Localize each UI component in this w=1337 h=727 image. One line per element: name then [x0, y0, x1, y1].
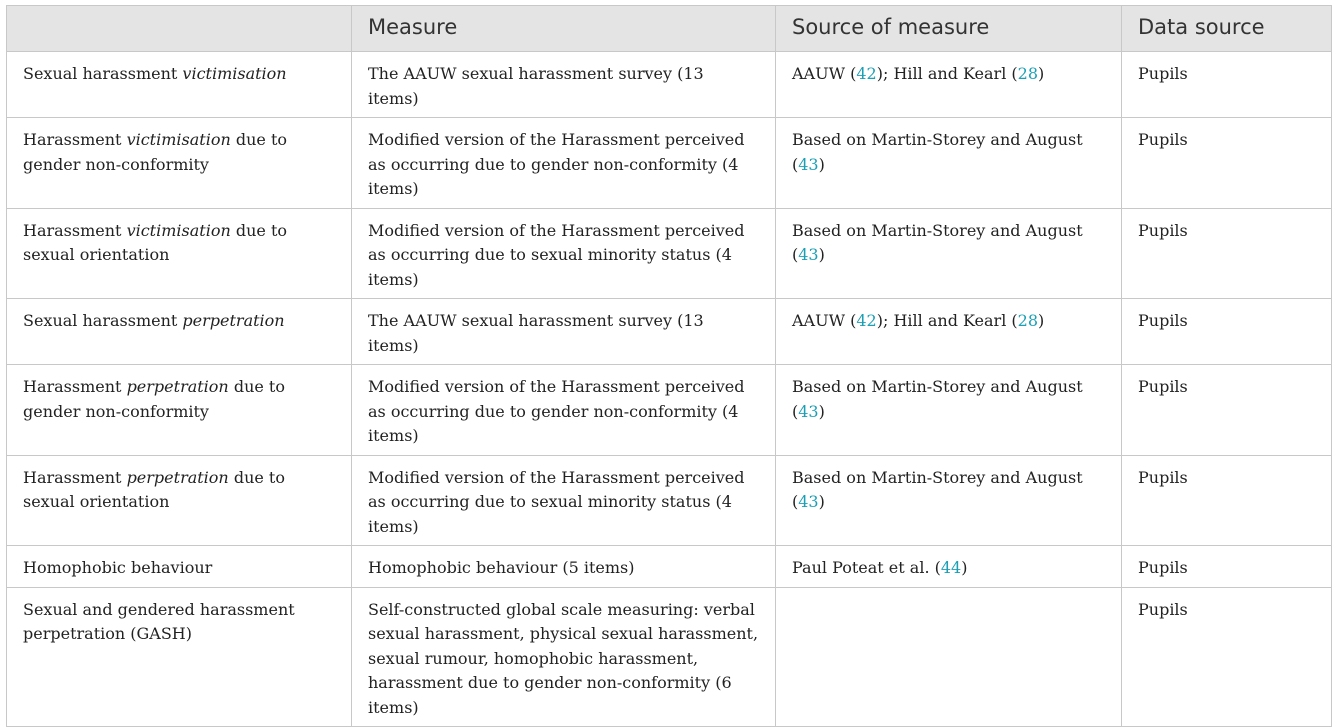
source-text: Based on Martin-Storey and August (	[792, 377, 1083, 421]
table-row	[7, 299, 1332, 365]
data-source-cell: Pupils	[1122, 546, 1332, 588]
measure-cell: The AAUW sexual harassment survey (13 items)	[352, 52, 776, 118]
measure-cell: Modified version of the Harassment perceived as occurring due to sexual minority status (4 items)	[352, 455, 776, 546]
data-source-cell: Pupils	[1122, 299, 1332, 365]
source-text: )	[961, 558, 968, 577]
source-text: )	[1038, 64, 1045, 83]
table-row	[7, 118, 1332, 209]
construct-emphasis: victimisation	[182, 64, 287, 83]
header-source-of-measure: Source of measure	[776, 6, 1122, 52]
source-text: Based on Martin-Storey and August (	[792, 130, 1083, 174]
source-text: Paul Poteat et al. (	[792, 558, 941, 577]
construct-text: Harassment	[23, 130, 127, 149]
header-data-source: Data source	[1122, 6, 1332, 52]
table-row	[7, 365, 1332, 456]
reference-link[interactable]: 28	[1017, 64, 1038, 83]
measures-table	[6, 5, 1332, 727]
data-source-cell: Pupils	[1122, 208, 1332, 299]
measure-cell: Self-constructed global scale measuring: verbal sexual harassment, physical sexual harassment, sexual rumour, homophobic harassment, harassment due to gender non-conformity (6 items)	[352, 587, 776, 727]
source-cell	[776, 118, 1122, 209]
measure-cell: Homophobic behaviour (5 items)	[352, 546, 776, 588]
header-construct	[7, 6, 352, 52]
header-measure: Measure	[352, 6, 776, 52]
source-text: ); Hill and Kearl (	[876, 64, 1018, 83]
source-cell	[776, 299, 1122, 365]
construct-cell	[7, 546, 352, 588]
source-text: Based on Martin-Storey and August (	[792, 467, 1083, 511]
construct-cell	[7, 299, 352, 365]
source-cell	[776, 455, 1122, 546]
construct-emphasis: perpetration	[182, 311, 285, 330]
source-cell	[776, 208, 1122, 299]
source-text: )	[818, 401, 825, 421]
construct-text: Harassment	[23, 377, 127, 396]
data-source-cell: Pupils	[1122, 52, 1332, 118]
source-text: )	[818, 492, 825, 511]
source-text: )	[818, 245, 825, 264]
measure-cell: Modified version of the Harassment perceived as occurring due to gender non-conformity (4 items)	[352, 118, 776, 209]
reference-link[interactable]: 43	[798, 492, 819, 511]
construct-text: Homophobic behaviour	[23, 558, 213, 577]
reference-link[interactable]: 43	[798, 154, 819, 174]
construct-text: Harassment	[23, 220, 127, 240]
source-cell	[776, 587, 1122, 727]
construct-cell	[7, 587, 352, 727]
construct-text: Sexual harassment	[23, 64, 183, 83]
source-cell	[776, 365, 1122, 456]
data-source-cell: Pupils	[1122, 587, 1332, 727]
reference-link[interactable]: 42	[856, 311, 877, 330]
reference-link[interactable]: 44	[940, 558, 962, 577]
construct-cell	[7, 52, 352, 118]
source-text: Based on Martin-Storey and August (	[792, 220, 1083, 264]
reference-link[interactable]: 43	[798, 245, 819, 264]
construct-cell	[7, 365, 352, 456]
construct-cell	[7, 118, 352, 209]
construct-text: Harassment	[23, 467, 127, 487]
construct-text: Sexual harassment	[23, 311, 183, 330]
construct-text: due to sexual orientation	[23, 467, 285, 511]
header-row	[7, 6, 1332, 52]
table-row	[7, 455, 1332, 546]
construct-cell	[7, 208, 352, 299]
source-text: )	[1038, 311, 1045, 330]
construct-text: Sexual and gendered harassment perpetration (GASH)	[23, 599, 295, 643]
source-text: )	[818, 154, 825, 174]
source-text: AAUW (	[792, 64, 857, 83]
construct-emphasis: victimisation	[126, 220, 231, 240]
construct-text: due to gender non-conformity	[23, 377, 285, 421]
reference-link[interactable]: 28	[1017, 311, 1038, 330]
table-row	[7, 587, 1332, 727]
construct-emphasis: victimisation	[126, 130, 231, 149]
construct-cell	[7, 455, 352, 546]
construct-text: due to gender non-conformity	[23, 130, 287, 174]
table-row	[7, 208, 1332, 299]
table-row	[7, 546, 1332, 588]
measure-cell: Modified version of the Harassment perceived as occurring due to gender non-conformity (4 items)	[352, 365, 776, 456]
source-text: AAUW (	[792, 311, 857, 330]
construct-text: due to sexual orientation	[23, 220, 287, 264]
reference-link[interactable]: 42	[856, 64, 877, 83]
reference-link[interactable]: 43	[798, 401, 819, 421]
measure-cell: The AAUW sexual harassment survey (13 items)	[352, 299, 776, 365]
source-cell	[776, 546, 1122, 588]
measure-cell: Modified version of the Harassment perceived as occurring due to sexual minority status (4 items)	[352, 208, 776, 299]
construct-emphasis: perpetration	[126, 467, 229, 487]
data-source-cell: Pupils	[1122, 365, 1332, 456]
table-row	[7, 52, 1332, 118]
source-text: ); Hill and Kearl (	[876, 311, 1018, 330]
data-source-cell: Pupils	[1122, 455, 1332, 546]
data-source-cell: Pupils	[1122, 118, 1332, 209]
source-cell	[776, 52, 1122, 118]
construct-emphasis: perpetration	[126, 377, 229, 396]
